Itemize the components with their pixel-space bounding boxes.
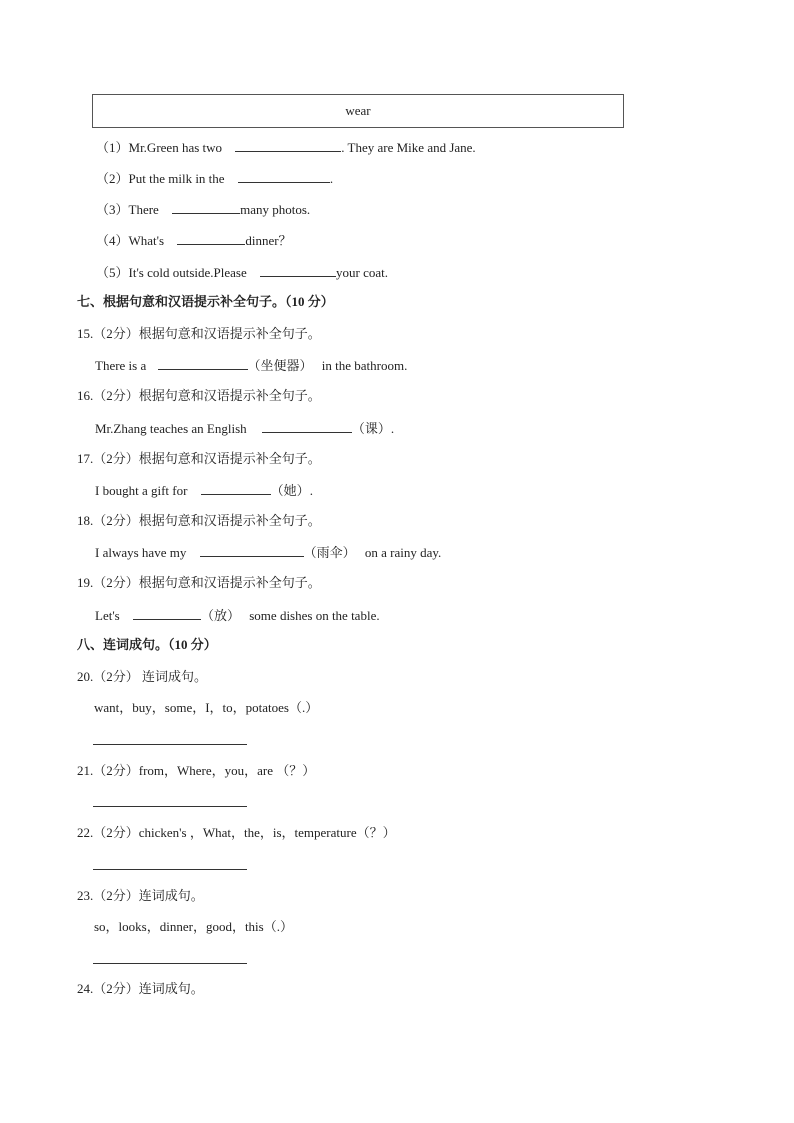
question-20-head: 20.（2分） 连词成句。 — [77, 669, 208, 684]
answer-blank[interactable] — [177, 232, 245, 245]
question-18-head: 18.（2分）根据句意和汉语提示补全句子。 — [77, 513, 321, 528]
question-16-sentence — [95, 420, 394, 437]
question-24-head: 24.（2分）连词成句。 — [77, 981, 204, 996]
question-23-answer-line[interactable] — [93, 963, 247, 964]
item-text-after: dinner？ — [245, 233, 292, 248]
answer-blank[interactable] — [133, 607, 201, 620]
chinese-hint: （雨伞） — [303, 545, 356, 560]
section-7-title: 七、根据句意和汉语提示补全句子。（10 分） — [77, 294, 334, 309]
answer-blank[interactable] — [201, 482, 271, 495]
answer-blank[interactable] — [260, 264, 336, 277]
question-20-words: want，buy，some，I，to，potatoes（.） — [94, 700, 319, 715]
sentence-after: in the bathroom. — [321, 358, 408, 373]
item-text-before: What's — [128, 233, 165, 248]
item-number: （3） — [96, 202, 129, 217]
question-17-sentence — [95, 482, 313, 499]
question-22-answer-line[interactable] — [93, 869, 247, 870]
question-20-answer-line[interactable] — [93, 744, 247, 745]
item-text-before: It's cold outside.Please — [128, 265, 247, 280]
fill-item-1 — [96, 139, 476, 156]
question-18-sentence — [95, 544, 441, 561]
chinese-hint: （放） — [200, 608, 240, 623]
chinese-hint: （课） — [351, 421, 391, 436]
item-number: （4） — [96, 233, 129, 248]
answer-blank[interactable] — [238, 170, 330, 183]
answer-blank[interactable] — [172, 201, 240, 214]
item-text-after: . — [329, 171, 334, 186]
item-text-after: many photos. — [240, 202, 311, 217]
sentence-before: There is a — [95, 358, 147, 373]
question-19-head: 19.（2分）根据句意和汉语提示补全句子。 — [77, 575, 321, 590]
question-17-head: 17.（2分）根据句意和汉语提示补全句子。 — [77, 451, 321, 466]
sentence-after: . — [309, 483, 313, 498]
fill-item-3 — [96, 201, 310, 218]
item-text-after: . They are Mike and Jane. — [341, 140, 476, 155]
question-15-head: 15.（2分）根据句意和汉语提示补全句子。 — [77, 326, 321, 341]
sentence-after: some dishes on the table. — [249, 608, 380, 623]
question-21-answer-line[interactable] — [93, 806, 247, 807]
question-23-head: 23.（2分）连词成句。 — [77, 888, 204, 903]
sentence-after: on a rainy day. — [364, 545, 442, 560]
sentence-before: I always have my — [95, 545, 187, 560]
word-box — [92, 94, 624, 128]
item-number: （5） — [96, 265, 129, 280]
item-text-before: Put the milk in the — [128, 171, 225, 186]
item-number: （2） — [96, 171, 129, 186]
fill-item-4 — [96, 232, 292, 249]
item-number: （1） — [96, 140, 129, 155]
question-23-words: so，looks，dinner，good，this（.） — [94, 919, 293, 934]
answer-blank[interactable] — [262, 420, 352, 433]
word-box-word: wear — [345, 103, 371, 118]
question-22: 22.（2分）chicken's ，What，the，is，temperature（？） — [77, 825, 396, 840]
sentence-before: Let's — [95, 608, 120, 623]
question-21: 21.（2分）from，Where，you，are （？） — [77, 763, 316, 778]
section-8-title: 八、连词成句。（10 分） — [77, 637, 217, 652]
item-text-before: There — [128, 202, 159, 217]
question-19-sentence — [95, 607, 380, 624]
sentence-before: Mr.Zhang teaches an English — [95, 421, 247, 436]
chinese-hint: （坐便器） — [247, 358, 313, 373]
sentence-after: . — [390, 421, 395, 436]
answer-blank[interactable] — [158, 357, 248, 370]
answer-blank[interactable] — [200, 544, 304, 557]
item-text-before: Mr.Green has two — [128, 140, 223, 155]
sentence-before: I bought a gift for — [95, 483, 188, 498]
item-text-after: your coat. — [336, 265, 388, 280]
question-15-sentence — [95, 357, 407, 374]
answer-blank[interactable] — [235, 139, 341, 152]
question-16-head: 16.（2分）根据句意和汉语提示补全句子。 — [77, 388, 321, 403]
chinese-hint: （她） — [270, 483, 310, 498]
fill-item-5 — [96, 264, 388, 281]
fill-item-2 — [96, 170, 333, 187]
